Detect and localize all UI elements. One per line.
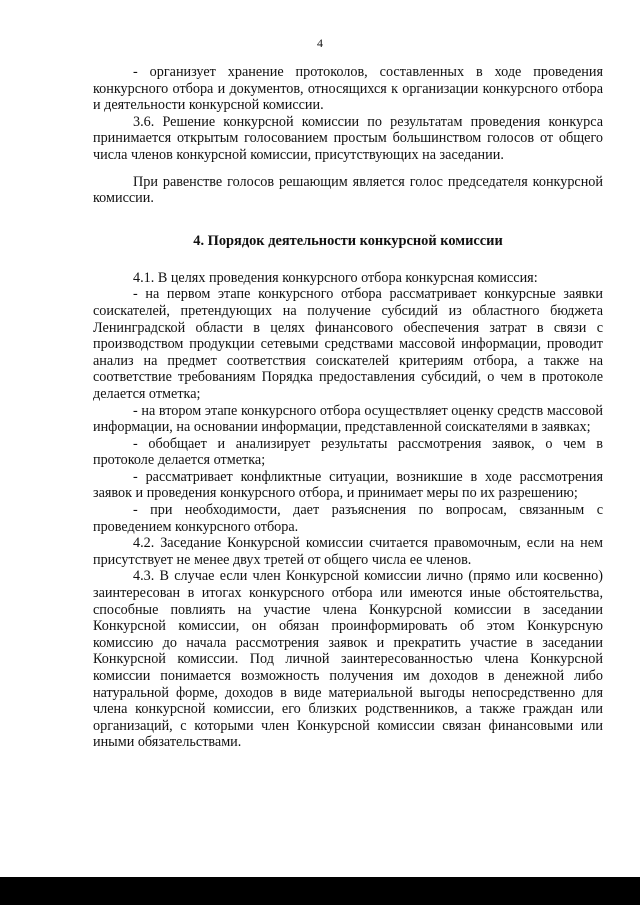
paragraph-equal-votes: При равенстве голосов решающим является голос председателя конкурсной комиссии. bbox=[93, 173, 603, 207]
list-item-second-stage: - на втором этапе конкурсного отбора осуществляет оценку средств массовой информации, на основании информации, представленной соискателями в заявках; bbox=[93, 402, 603, 436]
scan-edge-bar bbox=[0, 877, 640, 905]
list-item-summarize: - обобщает и анализирует результаты рассмотрения заявок, о чем в протоколе делается отметка; bbox=[93, 435, 603, 469]
list-item-conflicts: - рассматривает конфликтные ситуации, возникшие в ходе рассмотрения заявок и проведения конкурсного отбора, и принимает меры по их разрешению; bbox=[93, 468, 603, 502]
paragraph-4-1: 4.1. В целях проведения конкурсного отбора конкурсная комиссия: bbox=[133, 269, 538, 286]
paragraph-storage-protocols: - организует хранение протоколов, составленных в ходе проведения конкурсного отбора и документов, относящихся к организации конкурсного отбора и деятельности конкурсной комиссии. bbox=[93, 64, 603, 114]
paragraph-4-2: 4.2. Заседание Конкурсной комиссии считается правомочным, если на нем присутствует не менее двух третей от общего числа ее членов. bbox=[93, 535, 603, 568]
document-body bbox=[93, 64, 603, 751]
list-item-first-stage: - на первом этапе конкурсного отбора рассматривает конкурсные заявки соискателей, претендующих на получение субсидий из областного бюджета Ленинградской области в целях финансового обеспечения затрат в связи с производством продукции сетевыми средствами массовой информации, проводит анализ на предмет соответствия соискателей критериям отбора, а также на соответствие требованиям Порядка предоставления субсидий, о чем в протоколе делается отметка; bbox=[93, 286, 603, 402]
section-heading: 4. Порядок деятельности конкурсной комиссии bbox=[193, 232, 503, 249]
list-item-clarifications: - при необходимости, дает разъяснения по вопросам, связанным с проведением конкурсного отбора. bbox=[93, 502, 603, 535]
page-number: 4 bbox=[317, 36, 323, 50]
paragraph-3-6: 3.6. Решение конкурсной комиссии по результатам проведения конкурса принимается открытым голосованием простым большинством голосов от общего числа членов конкурсной комиссии, присутствующих на заседании. bbox=[93, 113, 603, 163]
paragraph-4-3: 4.3. В случае если член Конкурсной комиссии лично (прямо или косвенно) заинтересован в итогах конкурсного отбора или имеются иные обстоятельства, способные повлиять на участие члена Конкурсной комиссии в заседании Конкурсной комиссии, он обязан проинформировать об этом Конкурсную комиссию до начала рассмотрения заявок и прекратить участие в заседании Конкурсной комиссии. Под личной заинтересованностью члена Конкурсной комиссии понимается возможность получения им доходов в денежной либо натуральной форме, доходов в виде материальной выгоды непосредственно для члена конкурсной комиссии, его близких родственников, а также граждан или организаций, с которыми член Конкурсной комиссии связан финансовыми или иными обязательствами. bbox=[93, 568, 603, 751]
